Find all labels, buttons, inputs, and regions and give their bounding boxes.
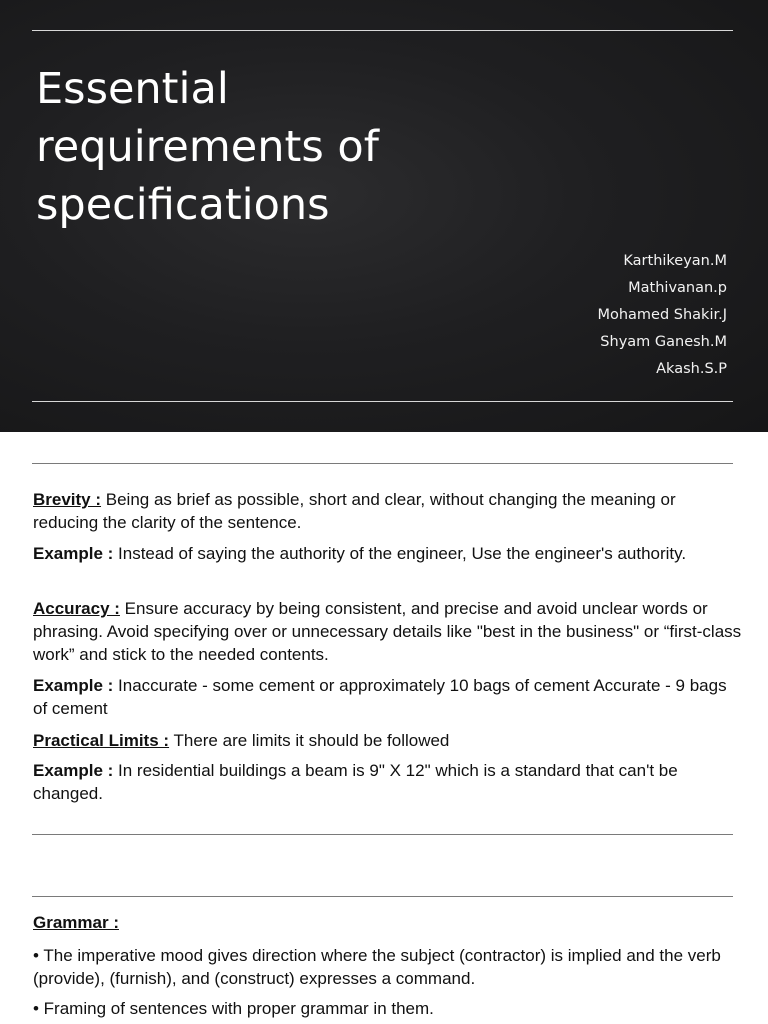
brevity-paragraph <box>33 488 745 534</box>
title-line: requirements of <box>36 122 379 172</box>
bullet-item: • The imperative mood gives direction where the subject (contractor) is implied and the verb (provide), (furnish), and (construct) expresses a command. <box>33 946 721 988</box>
author-name: Akash.S.P <box>656 361 727 377</box>
practical-limits-paragraph <box>33 729 745 752</box>
title-line: specifications <box>36 180 330 230</box>
slide2-bottom-divider <box>32 834 733 835</box>
title-slide <box>0 0 768 432</box>
practical-limits-text: There are limits it should be followed <box>169 731 450 750</box>
example-label: Example : <box>33 676 114 695</box>
practical-limits-label: Practical Limits : <box>33 731 170 750</box>
example-text: Inaccurate - some cement or approximately 10 bags of cement Accurate - 9 bags of cement <box>33 676 727 718</box>
slide-title <box>36 60 379 234</box>
author-name: Karthikeyan.M <box>623 253 727 269</box>
example-text: Instead of saying the authority of the engineer, Use the engineer's authority. <box>113 544 687 563</box>
accuracy-label: Accuracy : <box>33 599 120 618</box>
bottom-divider <box>32 401 733 402</box>
author-name: Shyam Ganesh.M <box>600 334 727 350</box>
example-label: Example : <box>33 544 114 563</box>
author-name: Mohamed Shakir.J <box>597 307 727 323</box>
author-list <box>597 248 727 383</box>
example-paragraph <box>33 759 745 805</box>
slide3-top-divider <box>32 896 733 897</box>
example-paragraph <box>33 674 745 720</box>
title-line: Essential <box>36 64 229 114</box>
bullet-item: • Framing of sentences with proper grammar in them. <box>33 999 434 1018</box>
slide2-top-divider <box>32 463 733 464</box>
example-label: Example : <box>33 761 114 780</box>
author-name: Mathivanan.p <box>628 280 727 296</box>
brevity-label: Brevity : <box>33 490 102 509</box>
example-text: In residential buildings a beam is 9" X 12" which is a standard that can't be changed. <box>33 761 678 803</box>
brevity-text: Being as brief as possible, short and clear, without changing the meaning or reducing the clarity of the sentence. <box>33 490 676 532</box>
top-divider <box>32 30 733 31</box>
accuracy-paragraph <box>33 597 745 666</box>
grammar-heading: Grammar : <box>33 913 119 932</box>
accuracy-text: Ensure accuracy by being consistent, and precise and avoid unclear words or phrasing. Avoid specifying over or unnecessary details like "best in the business" or “first-class work” and stick to the needed contents. <box>33 599 742 664</box>
example-paragraph <box>33 542 745 565</box>
